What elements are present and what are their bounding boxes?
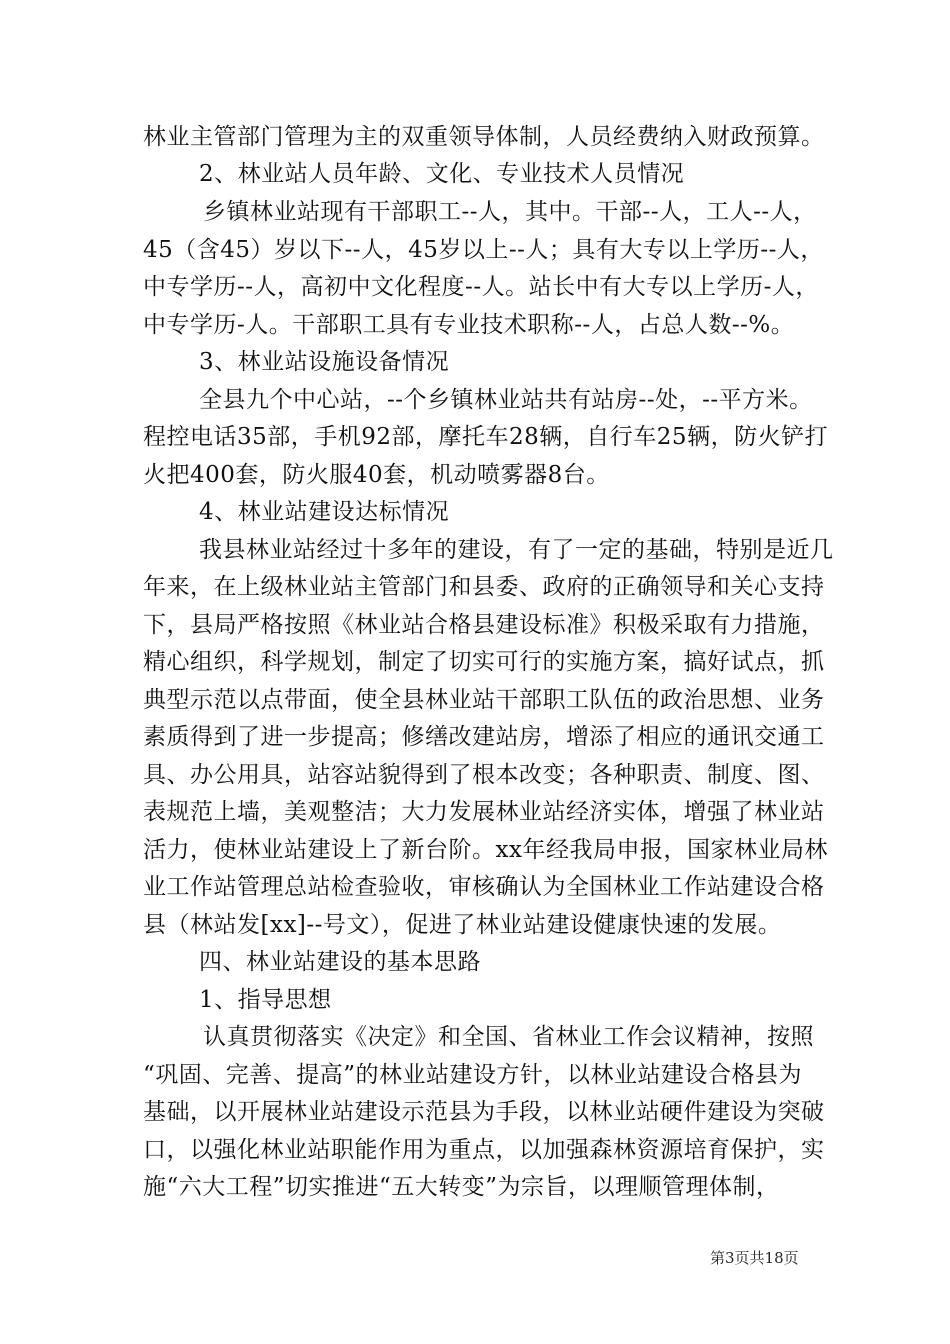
text-line: 45（含45）岁以下--人，45岁以上--人；具有大专以上学历--人， [143,237,824,263]
text-line: 施“六大工程”切实推进“五大转变”为宗旨，以理顺管理体制， [143,1174,780,1200]
text-line: 年来，在上级林业站主管部门和县委、政府的正确领导和关心支持 [143,574,825,600]
text-line: 中专学历--人，高初中文化程度--人。站长中有大专以上学历-人， [143,274,819,300]
text-line: 典型示范以点带面，使全县林业站干部职工队伍的政治思想、业务 [143,687,825,713]
text-line: 程控电话35部，手机92部，摩托车28辆，自行车25辆，防火铲打 [143,424,829,450]
text-line: 基础，以开展林业站建设示范县为手段，以林业站硬件建设为突破 [143,1099,825,1125]
text-line: 活力，使林业站建设上了新台阶。xx年经我局申报，国家林业局林 [143,837,828,863]
text-line: “巩固、完善、提高”的林业站建设方针，以林业站建设合格县为 [143,1062,803,1088]
text-line: 认真贯彻落实《决定》和全国、省林业工作会议精神，按照 [203,1024,814,1050]
text-line: 县（林站发[xx]--号文），促进了林业站建设健康快速的发展。 [143,912,782,938]
text-line: 火把400套，防火服40套，机动喷雾器8台。 [143,462,610,488]
section-heading: 四、林业站建设的基本思路 [199,949,481,975]
page-number: 第3页共18页 [710,1249,799,1267]
text-line: 精心组织，科学规划，制定了切实可行的实施方案，搞好试点，抓 [143,649,825,675]
text-line: 我县林业站经过十多年的建设，有了一定的基础，特别是近几 [199,537,834,563]
text-line: 具、办公用具，站容站貌得到了根本改变；各种职责、制度、图、 [143,762,825,788]
text-line: 中专学历-人。干部职工具有专业技术职称--人，占总人数--%。 [143,312,795,338]
text-line: 表规范上墙，美观整洁；大力发展林业站经济实体，增强了林业站 [143,799,825,825]
section-heading: 3、林业站设施设备情况 [199,349,450,375]
text-line: 业工作站管理总站检查验收，审核确认为全国林业工作站建设合格 [143,874,825,900]
text-line: 乡镇林业站现有干部职工--人，其中。干部--人，工人--人， [203,199,817,225]
text-line: 口，以强化林业站职能作用为重点，以加强森林资源培育保护，实 [143,1137,825,1163]
text-line: 下，县局严格按照《林业站合格县建设标准》积极采取有力措施， [143,612,825,638]
section-heading: 4、林业站建设达标情况 [199,499,450,525]
text-line: 全县九个中心站，--个乡镇林业站共有站房--处，--平方米。 [199,387,813,413]
text-line: 素质得到了进一步提高；修缮改建站房，增添了相应的通讯交通工 [143,724,825,750]
section-heading: 1、指导思想 [199,987,332,1013]
text-line: 林业主管部门管理为主的双重领导体制，人员经费纳入财政预算。 [143,124,825,150]
section-heading: 2、林业站人员年龄、文化、专业技术人员情况 [199,161,685,187]
